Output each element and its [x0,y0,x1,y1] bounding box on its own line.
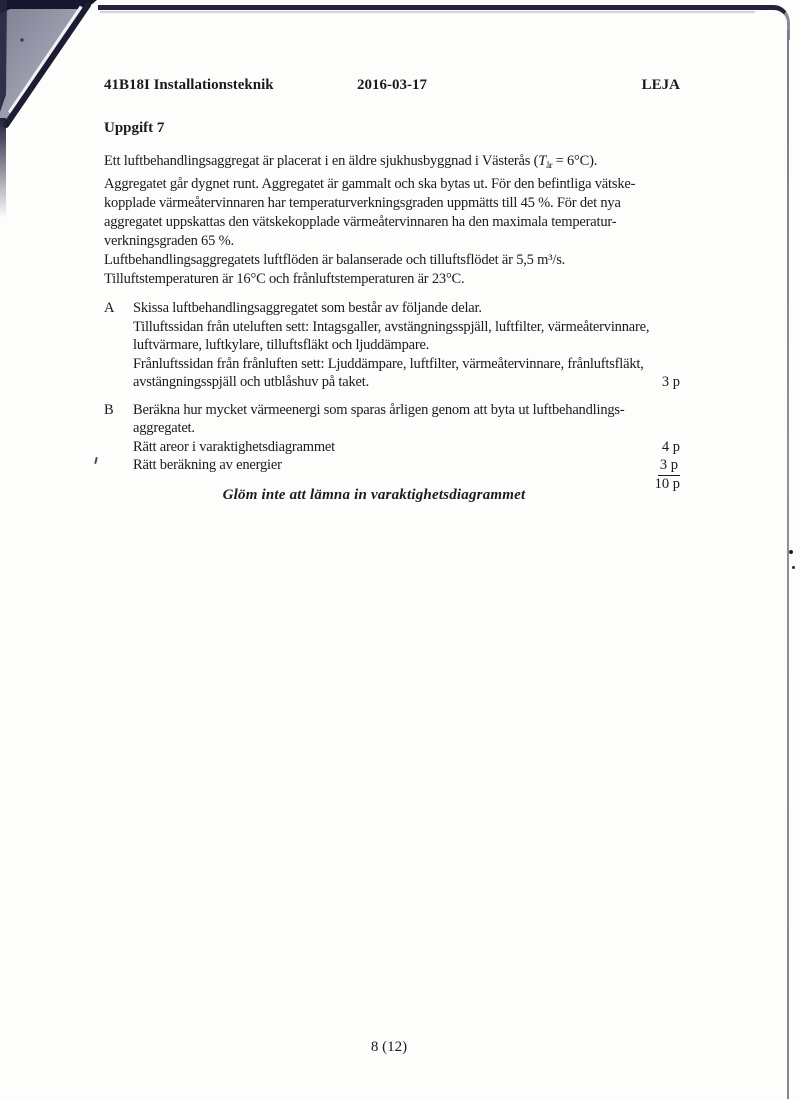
task-a-label: A [104,300,115,316]
task-line: Frånluftssidan från frånluften sett: Ljuddämpare, luftfilter, värmeåtervinnare, frånluftsfläkt, [133,355,644,372]
intro-line1-post: = 6°C). [552,153,598,169]
scan-right-edge-line [787,30,789,1099]
task-a [104,299,680,392]
paragraph-line: Tilluftstemperaturen är 16°C och frånluftstemperaturen är 23°C. [104,271,465,287]
paragraph-line: aggregatet uppskattas den vätskekopplade värmeåtervinnaren ha den maximala temperatur- [104,214,617,230]
task-b [104,401,680,492]
page-number: 8 (12) [370,1039,408,1055]
paragraph-line: Luftbehandlingsaggregatets luftflöden är balanserade och tilluftsflödet är 5,5 m³/s. [104,252,566,268]
page-header [104,76,680,95]
task-line [133,438,680,457]
task-line-text: Rätt areor i varaktighetsdiagrammet [133,438,335,455]
points-total: 10 p [654,475,680,492]
temperature-subscript: år [546,160,553,170]
paragraph-line: verkningsgraden 65 %. [104,233,234,249]
paragraph-line [104,152,680,175]
task-line [133,373,680,392]
task-line: luftvärmare, luftkylare, tilluftsfläkt och ljuddämpare. [133,337,430,353]
task-line-text: avstängningsspjäll och utblåshuv på taket. [133,374,370,390]
task-title: Uppgift 7 [104,120,165,136]
task-line: Skissa luftbehandlingsaggregatet som består av följande delar. [133,300,482,316]
task-line-text: Rätt beräkning av energier [133,457,282,473]
scan-speck-dot [792,566,795,569]
exam-date: 2016-03-17 [357,77,427,93]
task-line: Tilluftssidan från uteluften sett: Intagsgaller, avstängningsspjäll, luftfilter, värmeåtervinnare, [133,318,650,335]
reminder-note: Glöm inte att lämna in varaktighetsdiagrammet [222,486,526,503]
points-value: 3 p [661,374,680,390]
task-line [133,456,680,475]
author-initials: LEJA [641,77,680,93]
task-a-body [133,299,680,392]
temperature-symbol: T [538,153,547,169]
scan-speck-comma [94,457,98,464]
document-content [104,76,680,504]
intro-paragraph [104,152,680,289]
scan-speck-dot [789,550,793,554]
task-line: aggregatet. [133,420,195,436]
task-b-body [133,401,680,492]
intro-line1-pre: Ett luftbehandlingsaggregat är placerat i en äldre sjukhusbyggnad i Västerås ( [104,153,539,169]
task-line: Beräkna hur mycket värmeenergi som sparas årligen genom att byta ut luftbehandlings- [133,401,625,418]
points-value: 4 p [661,438,680,455]
paragraph-line: kopplade värmeåtervinnaren har temperaturverkningsgraden uppmätts till 45 %. För det nya [104,195,621,211]
paragraph-line: Aggregatet går dygnet runt. Aggregatet är gammalt och ska bytas ut. För den befintliga vätske- [104,176,636,192]
scan-top-edge-shadow [100,11,755,14]
course-code: 41B18I Installationsteknik [104,77,274,93]
points-value-underlined: 3 p [658,456,680,476]
task-b-label: B [104,401,114,418]
